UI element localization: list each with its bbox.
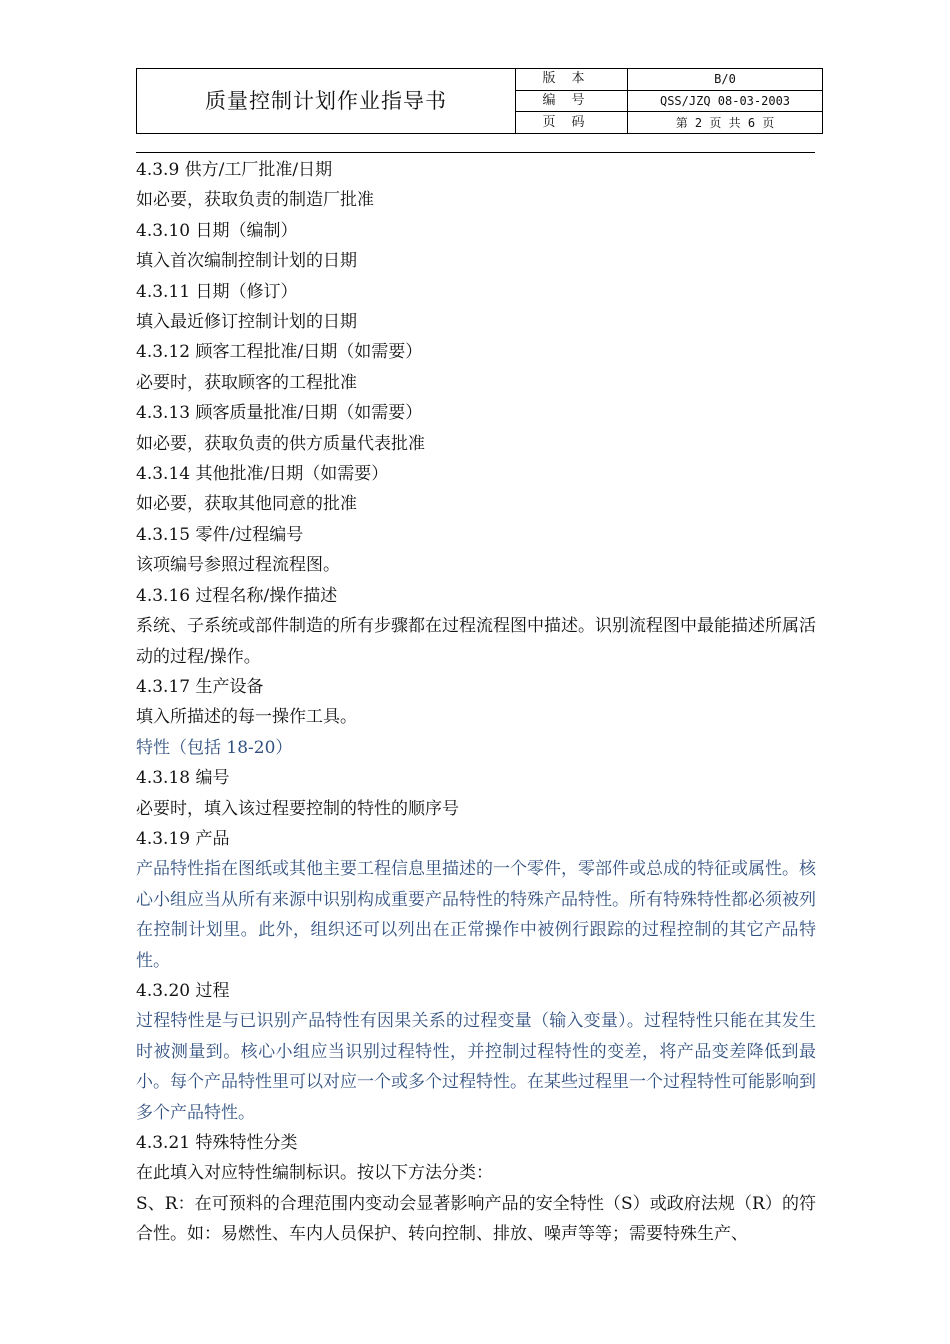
paragraph: 4.3.18 编号 (136, 768, 230, 789)
paragraph: 填入所描述的每一操作工具。 (136, 707, 357, 728)
paragraph: 4.3.12 顾客工程批准/日期（如需要） (136, 342, 423, 363)
header-divider (136, 152, 815, 153)
document-header-table (136, 68, 823, 134)
paragraph: S、R：在可预料的合理范围内变动会显著影响产品的安全特性（S）或政府法规（R）的符合性。如：易燃性、车内人员保护、转向控制、排放、噪声等等；需要特殊生产、 (136, 1193, 816, 1245)
paragraph: 特性（包括 18-20） (136, 737, 293, 758)
document-title: 质量控制计划作业指导书 (137, 69, 516, 134)
version-label: 版本 (516, 69, 628, 91)
paragraph: 4.3.10 日期（编制） (136, 220, 298, 241)
paragraph: 4.3.21 特殊特性分类 (136, 1133, 298, 1153)
paragraph: 如必要，获取其他同意的批准 (136, 494, 357, 515)
number-value: QSS/JZQ 08-03-2003 (628, 90, 823, 112)
paragraph: 必要时，获取顾客的工程批准 (136, 372, 357, 393)
document-body (136, 155, 816, 1250)
paragraph: 填入最近修订控制计划的日期 (136, 312, 357, 333)
paragraph: 如必要，获取负责的制造厂批准 (136, 190, 374, 211)
paragraph: 过程特性是与已识别产品特性有因果关系的过程变量（输入变量）。过程特性只能在其发生时被测量到。核心小组应当识别过程特性，并控制过程特性的变差，将产品变差降低到最小。每个产品特性里可以对应一个或多个过程特性。在某些过程里一个过程特性可能影响到多个产品特性。 (136, 1011, 816, 1123)
paragraph: 在此填入对应特性编制标识。按以下方法分类： (136, 1163, 493, 1184)
number-label: 编号 (516, 90, 628, 112)
paragraph: 4.3.20 过程 (136, 980, 230, 1001)
version-value: B/0 (628, 69, 823, 91)
paragraph: 系统、子系统或部件制造的所有步骤都在过程流程图中描述。识别流程图中最能描述所属活动的过程/操作。 (136, 616, 816, 667)
paragraph: 4.3.16 过程名称/操作描述 (136, 585, 338, 606)
paragraph: 4.3.11 日期（修订） (136, 281, 298, 302)
paragraph: 4.3.19 产品 (136, 828, 230, 849)
paragraph: 4.3.17 生产设备 (136, 676, 264, 697)
page-label: 页码 (516, 112, 628, 134)
paragraph: 填入首次编制控制计划的日期 (136, 251, 357, 272)
paragraph: 如必要，获取负责的供方质量代表批准 (136, 433, 425, 454)
paragraph: 必要时，填入该过程要控制的特性的顺序号 (136, 798, 459, 819)
paragraph: 产品特性指在图纸或其他主要工程信息里描述的一个零件，零部件或总成的特征或属性。核心小组应当从所有来源中识别构成重要产品特性的特殊产品特性。所有特殊特性都必须被列在控制计划里。此外，组织还可以列出在正常操作中被例行跟踪的过程控制的其它产品特性。 (136, 859, 816, 971)
paragraph: 4.3.15 零件/过程编号 (136, 524, 304, 545)
paragraph: 4.3.9 供方/工厂批准/日期 (136, 160, 333, 180)
paragraph: 该项编号参照过程流程图。 (136, 555, 340, 576)
paragraph: 4.3.14 其他批准/日期（如需要） (136, 464, 389, 485)
paragraph: 4.3.13 顾客质量批准/日期（如需要） (136, 403, 423, 424)
page-value: 第 2 页 共 6 页 (628, 112, 823, 134)
